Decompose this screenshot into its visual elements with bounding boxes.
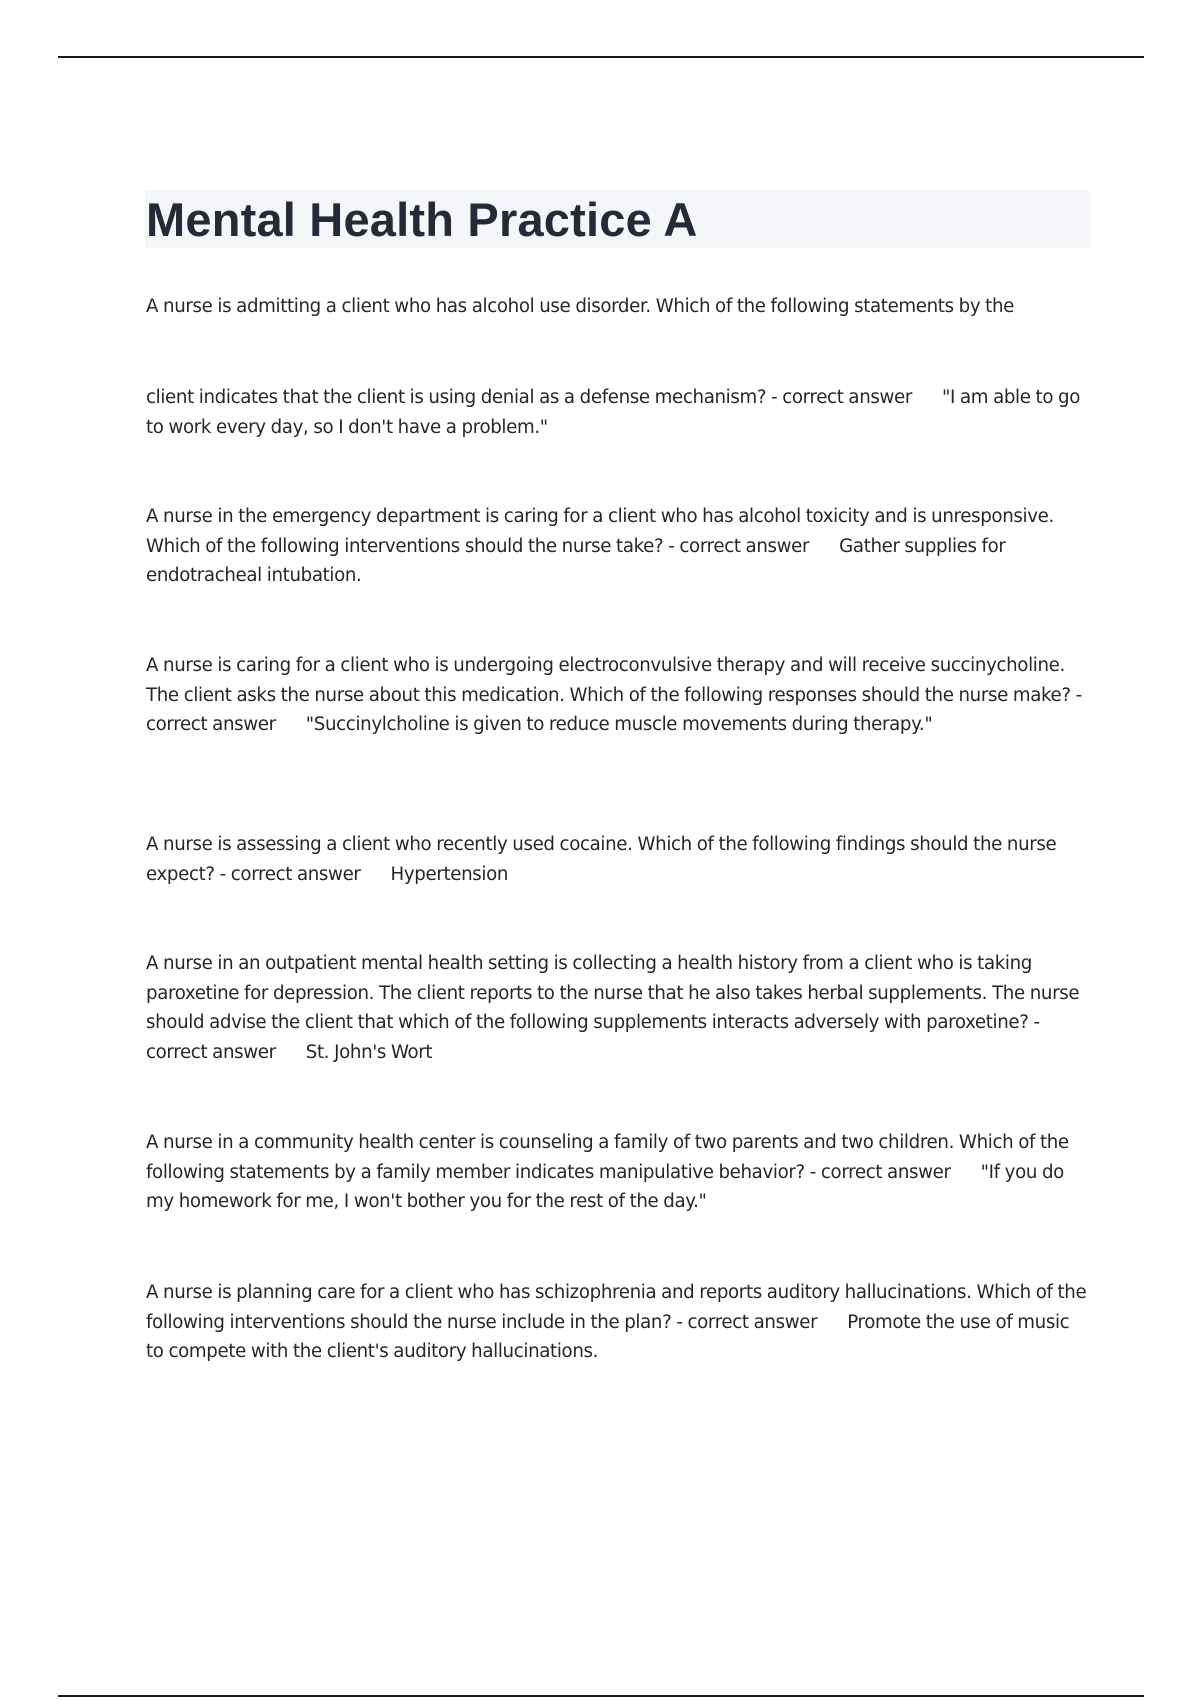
question-text: A nurse is planning care for a client who has schizophrenia and reports auditory hallucinations. Which of the following interventions should the nurse include in the plan? [146,1282,1087,1333]
question-6 [146,1128,1091,1217]
answer-text: Gather supplies for endotracheal intubation. [146,535,1006,586]
question-text: A nurse is assessing a client who recently used cocaine. Which of the following findings should the nurse expect? [146,834,1057,885]
question-text: A nurse is admitting a client who has alcohol use disorder. Which of the following statements by the [146,296,1014,317]
question-5 [146,949,1091,1067]
bottom-rule [58,1695,1144,1697]
question-1-part-1 [146,292,1091,322]
answer-text: "I am able to go to work every day, so I don't have a problem." [146,387,1080,438]
answer-label: - correct answer [146,1012,1040,1063]
question-text: client indicates that the client is using denial as a defense mechanism? [146,387,767,408]
answer-label: - correct answer [219,863,361,885]
answer-text: "Succinylcholine is given to reduce muscle movements during therapy." [305,714,933,735]
answer-label: - correct answer [771,387,913,408]
top-rule [58,56,1144,58]
answer-text: "If you do my homework for me, I won't bother you for the rest of the day." [146,1161,1064,1212]
answer-text: Hypertension [390,863,509,885]
question-2 [146,502,1091,591]
answer-label: - correct answer [668,535,810,557]
answer-label: - correct answer [146,684,1082,735]
answer-label: - correct answer [676,1311,818,1333]
answer-text: St. John's Wort [305,1041,433,1063]
question-text: A nurse is caring for a client who is undergoing electroconvulsive therapy and will receive succinycholine. The client asks the nurse about this medication. Which of the following responses should the nurse make? [146,655,1071,706]
question-text: A nurse in the emergency department is caring for a client who has alcohol toxicity and is unresponsive. Which of the following interventions should the nurse take? [146,506,1054,557]
question-1-part-2 [146,383,1091,442]
answer-text: Promote the use of music to compete with the client's auditory hallucinations. [146,1311,1070,1362]
question-text: A nurse in a community health center is counseling a family of two parents and two children. Which of the following statements by a family member indicates manipulative behavior? [146,1132,1069,1183]
question-4 [146,830,1091,889]
question-3 [146,651,1091,740]
answer-label: - correct answer [809,1161,951,1183]
page-title: Mental Health Practice A [146,193,698,246]
question-7 [146,1278,1091,1367]
question-text: A nurse in an outpatient mental health setting is collecting a health history from a client who is taking paroxetine for depression. The client reports to the nurse that he also takes herbal supplements. The nurse should advise the client that which of the following supplements interacts adversely with paroxetine? [146,953,1080,1033]
